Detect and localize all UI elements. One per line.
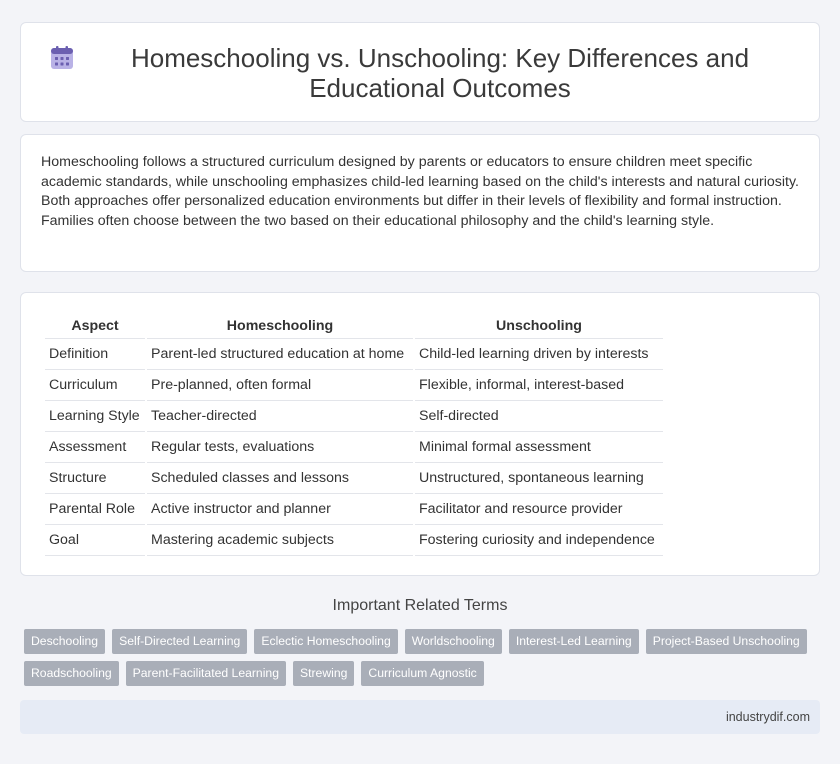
table-cell: Child-led learning driven by interests (415, 339, 663, 370)
related-term-tag[interactable]: Parent-Facilitated Learning (126, 661, 286, 686)
related-term-tag[interactable]: Worldschooling (405, 629, 502, 654)
table-cell: Fostering curiosity and independence (415, 525, 663, 556)
table-cell: Minimal formal assessment (415, 432, 663, 463)
related-term-tag[interactable]: Interest-Led Learning (509, 629, 639, 654)
table-cell: Goal (45, 525, 145, 556)
column-header: Aspect (45, 313, 145, 339)
related-term-tag[interactable]: Roadschooling (24, 661, 119, 686)
table-row (45, 370, 663, 401)
related-term-tag[interactable]: Eclectic Homeschooling (254, 629, 397, 654)
table-cell: Pre-planned, often formal (147, 370, 413, 401)
table-cell: Self-directed (415, 401, 663, 432)
column-header: Unschooling (415, 313, 663, 339)
table-row (45, 432, 663, 463)
column-header: Homeschooling (147, 313, 413, 339)
related-terms-list (24, 629, 814, 686)
page-title: Homeschooling vs. Unschooling: Key Differences and Educational Outcomes (130, 43, 750, 103)
comparison-table (43, 313, 665, 556)
table-cell: Regular tests, evaluations (147, 432, 413, 463)
table-row (45, 494, 663, 525)
table-header-row (45, 313, 663, 339)
table-cell: Curriculum (45, 370, 145, 401)
table-cell: Teacher-directed (147, 401, 413, 432)
table-cell: Parent-led structured education at home (147, 339, 413, 370)
related-term-tag[interactable]: Project-Based Unschooling (646, 629, 807, 654)
table-cell: Learning Style (45, 401, 145, 432)
table-row (45, 339, 663, 370)
related-term-tag[interactable]: Self-Directed Learning (112, 629, 247, 654)
table-cell: Assessment (45, 432, 145, 463)
table-cell: Active instructor and planner (147, 494, 413, 525)
related-terms-title: Important Related Terms (332, 597, 508, 614)
table-row (45, 401, 663, 432)
table-cell: Mastering academic subjects (147, 525, 413, 556)
table-cell: Definition (45, 339, 145, 370)
table-cell: Unstructured, spontaneous learning (415, 463, 663, 494)
table-cell: Facilitator and resource provider (415, 494, 663, 525)
related-term-tag[interactable]: Deschooling (24, 629, 105, 654)
table-cell: Parental Role (45, 494, 145, 525)
footer (20, 700, 820, 734)
table-cell: Flexible, informal, interest-based (415, 370, 663, 401)
table-row (45, 525, 663, 556)
intro-card (20, 134, 820, 272)
table-row (45, 463, 663, 494)
title-card (20, 22, 820, 122)
table-cell: Structure (45, 463, 145, 494)
comparison-card (20, 292, 820, 576)
related-term-tag[interactable]: Curriculum Agnostic (361, 661, 483, 686)
related-term-tag[interactable]: Strewing (293, 661, 354, 686)
footer-site-link[interactable]: industrydif.com (725, 710, 810, 724)
intro-paragraph: Homeschooling follows a structured curriculum designed by parents or educators to ensure children meet specific academic standards, while unschooling emphasizes child-led learning based on the child's interests and natural curiosity. Both approaches offer personalized education environments but differ in their levels of flexibility and formal instruction. Families often choose between the two based on their educational philosophy and the child's learning style. (41, 154, 799, 229)
table-cell: Scheduled classes and lessons (147, 463, 413, 494)
